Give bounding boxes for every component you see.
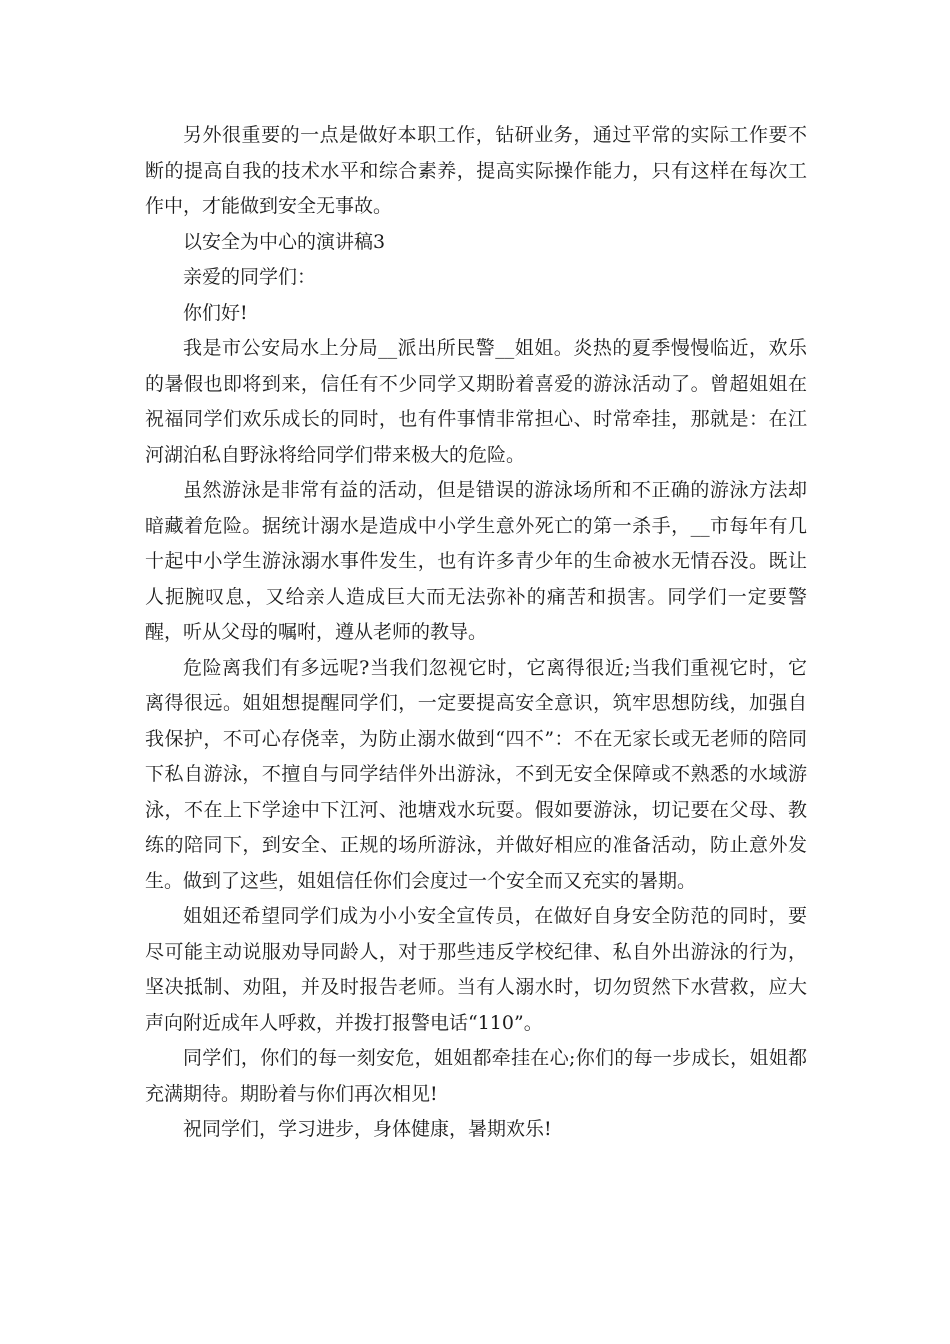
greeting: 你们好! [183,301,248,324]
paragraph-safety-promoter: 姐姐还希望同学们成为小小安全宣传员，在做好自身安全防范的同时，要尽可能主动说服劝导同龄人，对于那些违反学校纪律、私自外出游泳的行为，坚决抵制、劝阻，并及时报告老师。当有人溺水时，切勿贸然下水营救，应大声向附近成年人呼救，并拨打报警电话“110”。 [145,905,807,1034]
speech-title: 以安全为中心的演讲稿3 [183,230,386,253]
paragraph-wishes: 祝同学们，学习进步，身体健康，暑期欢乐! [183,1118,552,1140]
document-body [145,118,807,1148]
paragraph-closing: 同学们，你们的每一刻安危，姐姐都牵挂在心;你们的每一步成长，姐姐都充满期待。期盼着与你们再次相见! [145,1047,807,1105]
paragraph-danger-statistics: 虽然游泳是非常有益的活动，但是错误的游泳场所和不正确的游泳方法却暗藏着危险。据统计溺水是造成中小学生意外死亡的第一杀手，__市每年有几十起中小学生游泳溺水事件发生，也有许多青少年的生命被水无情吞没。既让人扼腕叹息，又给亲人造成巨大而无法弥补的痛苦和损害。同学们一定要警醒，听从父母的嘱咐，遵从老师的教导。 [145,479,807,643]
paragraph-four-nots: 危险离我们有多远呢?当我们忽视它时，它离得很近;当我们重视它时，它离得很远。姐姐想提醒同学们，一定要提高安全意识，筑牢思想防线，加强自我保护，不可心存侥幸，为防止溺水做到“四不”：不在无家长或无老师的陪同下私自游泳，不擅自与同学结伴外出游泳，不到无安全保障或不熟悉的水域游泳，不在上下学途中下江河、池塘戏水玩耍。假如要游泳，切记要在父母、教练的陪同下，到安全、正规的场所游泳，并做好相应的准备活动，防止意外发生。做到了这些，姐姐信任你们会度过一个安全而又充实的暑期。 [145,656,807,892]
salutation: 亲爱的同学们： [183,266,317,288]
paragraph-intro: 另外很重要的一点是做好本职工作，钻研业务，通过平常的实际工作要不断的提高自我的技术水平和综合素养，提高实际操作能力，只有这样在每次工作中，才能做到安全无事故。 [145,124,807,217]
paragraph-introduction: 我是市公安局水上分局__派出所民警__姐姐。炎热的夏季慢慢临近，欢乐的暑假也即将到来，信任有不少同学又期盼着喜爱的游泳活动了。曾超姐姐在祝福同学们欢乐成长的同时，也有件事情非常担心、时常牵挂，那就是：在江河湖泊私自野泳将给同学们带来极大的危险。 [145,337,807,466]
